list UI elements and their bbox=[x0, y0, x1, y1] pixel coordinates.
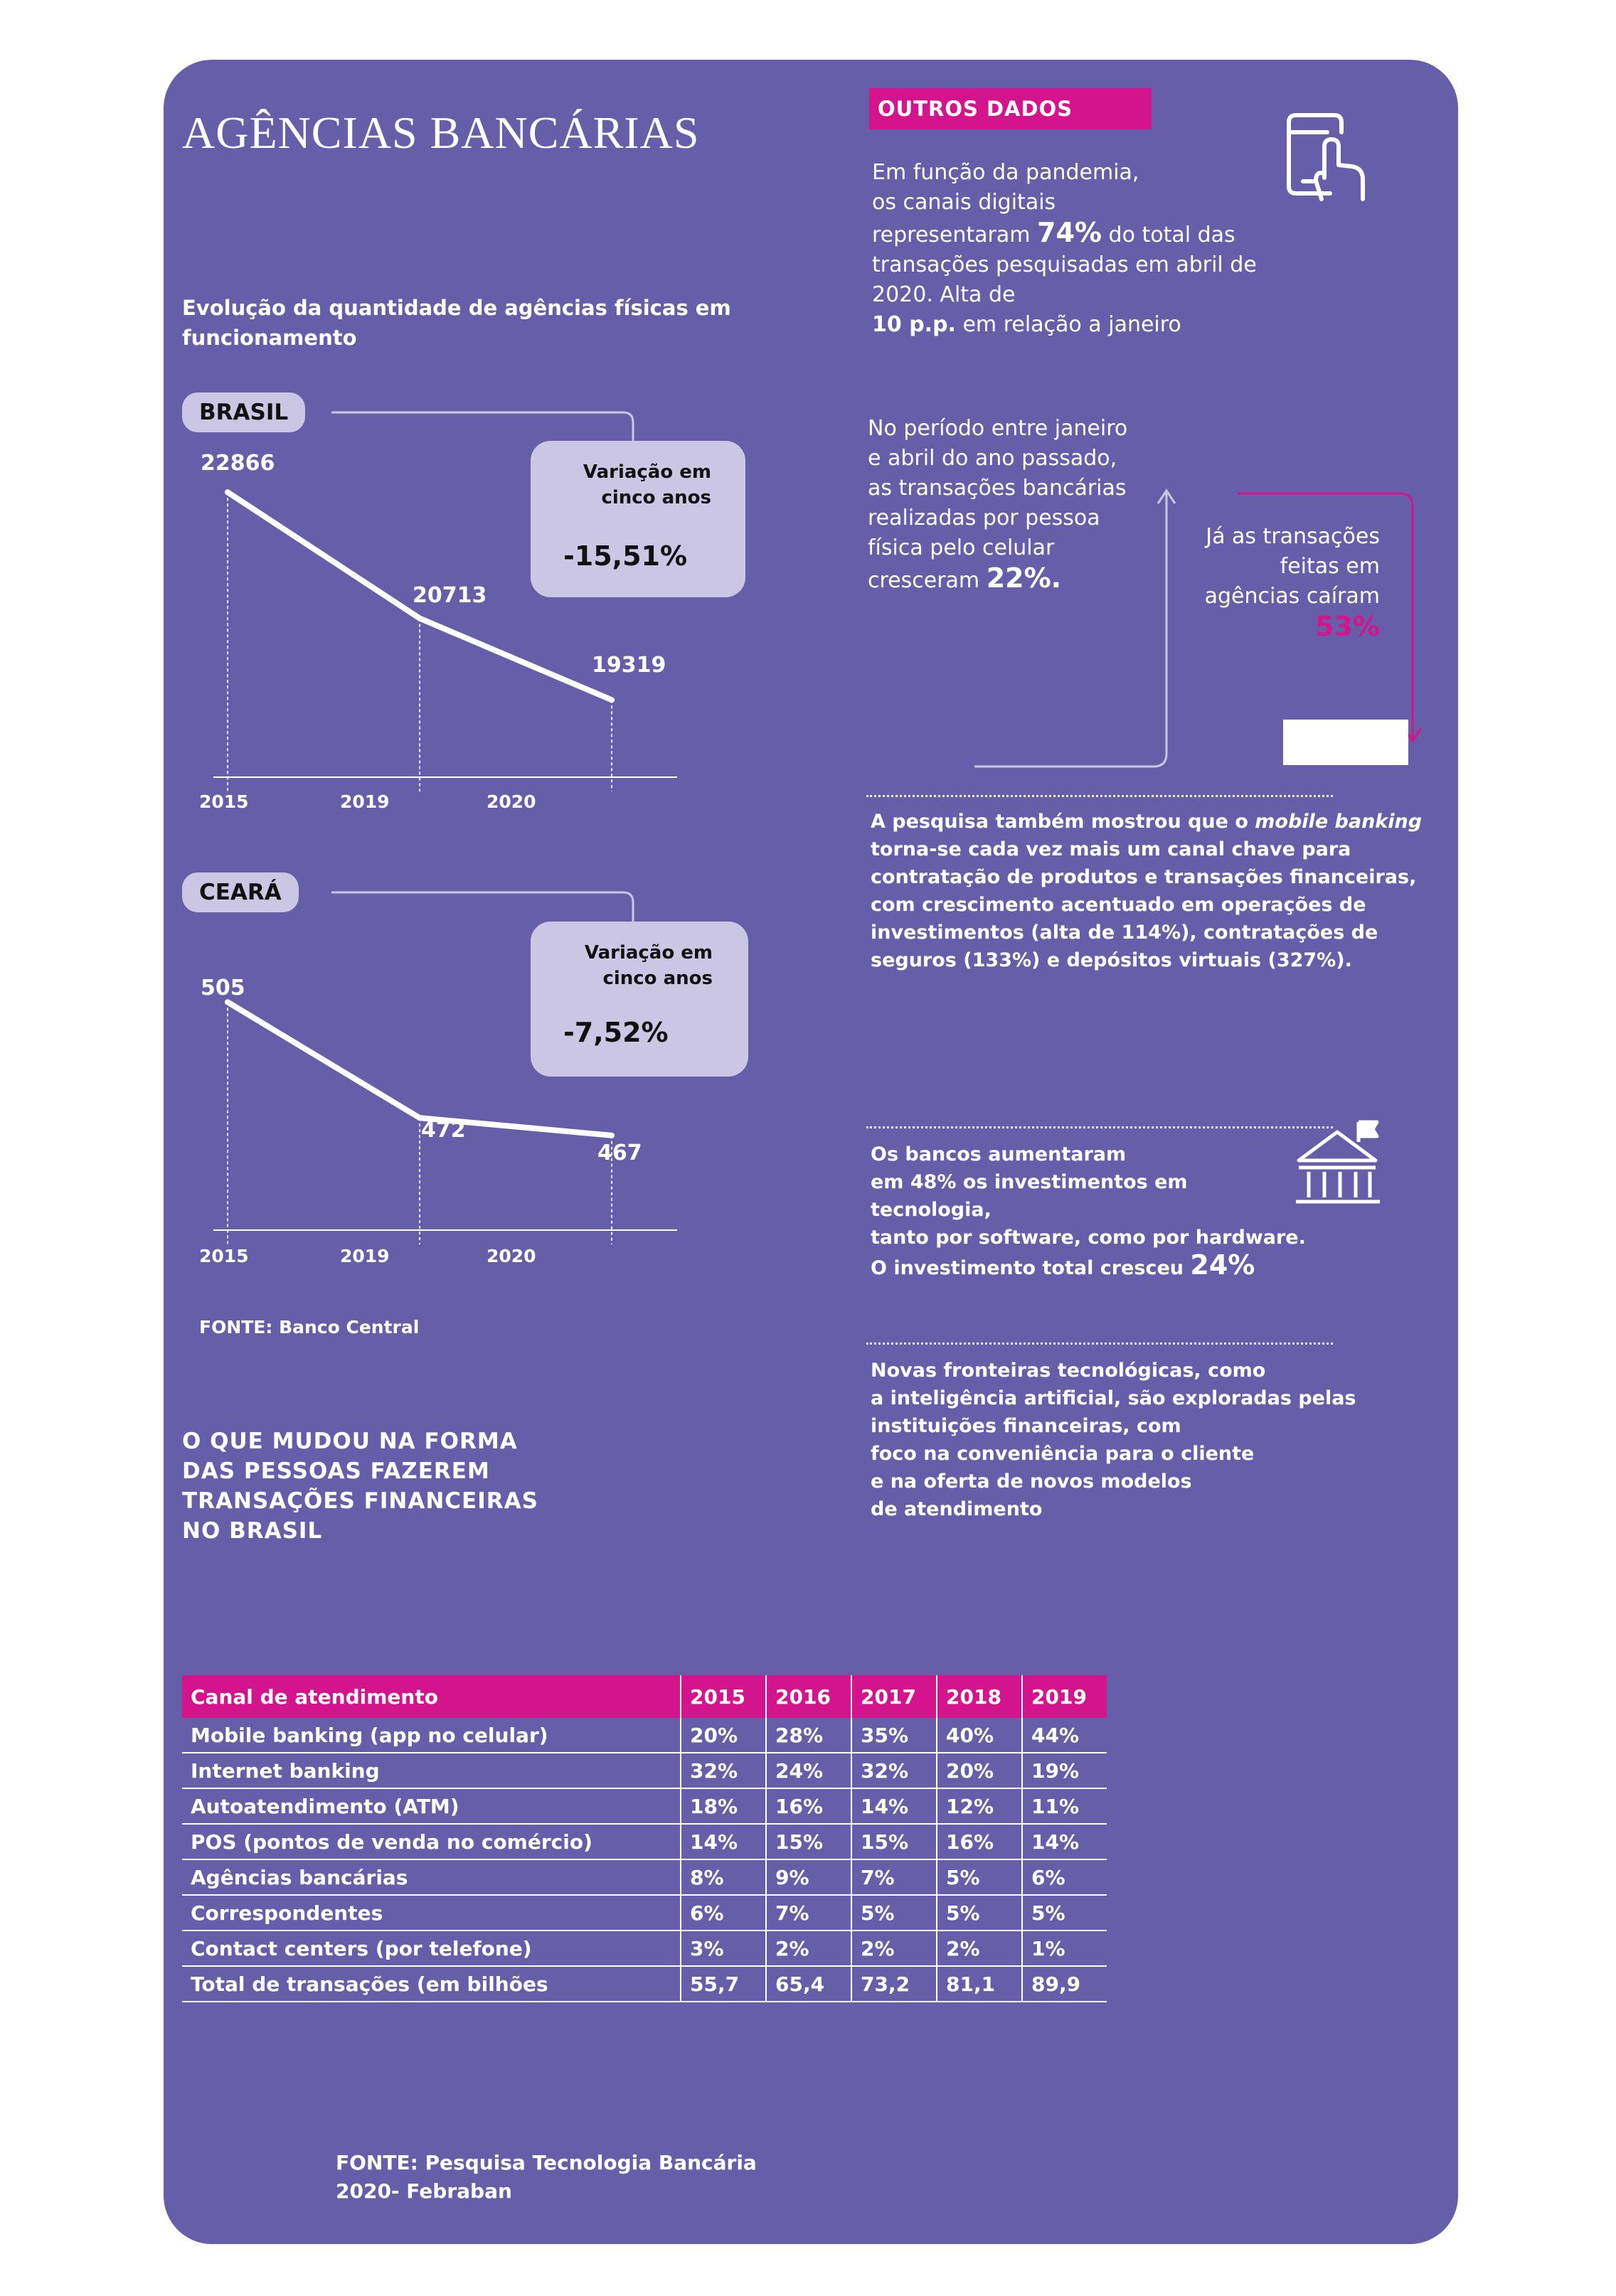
table-cell-value: 44% bbox=[1022, 1718, 1107, 1753]
pandemic-line-3c: do total das bbox=[1102, 223, 1235, 247]
section-heading: O QUE MUDOU NA FORMA DAS PESSOAS FAZEREM TRANSAÇÕES FINANCEIRAS NO BRASIL bbox=[182, 1429, 538, 1544]
table-cell-channel: Correspondentes bbox=[182, 1895, 681, 1931]
nf-line-4: foco na conveniência para o cliente bbox=[871, 1443, 1255, 1465]
inv-line-4 bbox=[871, 1251, 1312, 1282]
table-cell-value: 16% bbox=[766, 1788, 851, 1824]
info-block-mobile-banking bbox=[871, 808, 1425, 974]
growth-line-3: as transações bancárias bbox=[868, 476, 1127, 501]
table-cell-value: 35% bbox=[851, 1718, 937, 1753]
mb-line-4: com crescimento acentuado em operações de bbox=[871, 894, 1366, 916]
table-cell-value: 7% bbox=[766, 1895, 851, 1931]
tick-label-brasil-2019: 2019 bbox=[340, 791, 390, 812]
table-cell-value: 40% bbox=[937, 1718, 1022, 1753]
table-cell-value: 73,2 bbox=[851, 1966, 937, 2002]
divider-3 bbox=[866, 1342, 1333, 1345]
growth-line-5: física pelo celular bbox=[868, 535, 1055, 560]
divider-2 bbox=[866, 1126, 1333, 1128]
source-charts: FONTE: Banco Central bbox=[199, 1317, 420, 1337]
table-row bbox=[182, 1895, 1107, 1931]
table-cell-value: 9% bbox=[766, 1859, 851, 1895]
pandemic-line-6 bbox=[872, 310, 1313, 340]
table-cell-value: 18% bbox=[681, 1788, 766, 1824]
pandemic-line-3 bbox=[872, 218, 1313, 250]
connector-ceara bbox=[331, 892, 633, 922]
page-title: AGÊNCIAS BANCÁRIAS bbox=[182, 107, 700, 158]
value-label-brasil-2020: 19319 bbox=[592, 653, 666, 678]
nf-line-2: a inteligência artificial, são exploradas pelas bbox=[871, 1387, 1356, 1409]
data-point-2015 bbox=[225, 489, 230, 495]
table-cell-value: 15% bbox=[851, 1824, 937, 1859]
data-point-2019 bbox=[417, 616, 422, 621]
drop-highlight-53: 53% bbox=[1315, 611, 1380, 642]
table-cell-channel: Autoatendimento (ATM) bbox=[182, 1788, 681, 1824]
table-row bbox=[182, 1859, 1107, 1895]
tick-label-brasil-2020: 2020 bbox=[487, 791, 536, 812]
tick-label-ceara-2015: 2015 bbox=[199, 1246, 249, 1266]
inv-line-4a: O investimento total cresceu bbox=[871, 1257, 1191, 1279]
variation-label-ceara: Variação em cinco anos bbox=[584, 942, 713, 989]
value-label-ceara-2019: 472 bbox=[421, 1118, 466, 1143]
source-table-line-2: 2020- Febraban bbox=[336, 2179, 512, 2203]
table-cell-value: 89,9 bbox=[1022, 1966, 1107, 2002]
value-label-ceara-2015: 505 bbox=[201, 976, 245, 1000]
table-cell-value: 5% bbox=[851, 1895, 937, 1931]
growth-line-4: realizadas por pessoa bbox=[868, 506, 1100, 530]
divider-1 bbox=[866, 795, 1333, 797]
pandemic-line-1: Em função da pandemia, bbox=[872, 160, 1139, 185]
info-block-new-frontiers bbox=[871, 1357, 1368, 1523]
inv-line-2: em 48% os investimentos em tecnologia, bbox=[871, 1171, 1188, 1221]
table-row bbox=[182, 1788, 1107, 1824]
growth-line-6a: cresceram bbox=[868, 568, 987, 593]
table-cell-channel: Contact centers (por telefone) bbox=[182, 1931, 681, 1966]
table-cell-value: 19% bbox=[1022, 1753, 1107, 1788]
source-table-line-1: FONTE: Pesquisa Tecnologia Bancária bbox=[336, 2151, 757, 2174]
table-cell-value: 5% bbox=[937, 1895, 1022, 1931]
table-row bbox=[182, 1824, 1107, 1859]
table-header-2018: 2018 bbox=[937, 1675, 1022, 1718]
variation-value-ceara: -7,52% bbox=[563, 1017, 669, 1048]
white-bar-graphic bbox=[1283, 720, 1408, 765]
chart-label-brasil: BRASIL bbox=[182, 393, 305, 432]
table-header-channel: Canal de atendimento bbox=[182, 1675, 681, 1718]
data-point-2020 bbox=[609, 697, 615, 703]
table-cell-value: 55,7 bbox=[681, 1966, 766, 2002]
value-label-brasil-2015: 22866 bbox=[201, 451, 275, 476]
nf-line-3: instituições financeiras, com bbox=[871, 1415, 1181, 1437]
table-cell-value: 11% bbox=[1022, 1788, 1107, 1824]
table-cell-value: 14% bbox=[1022, 1824, 1107, 1859]
table-cell-value: 2% bbox=[937, 1931, 1022, 1966]
variation-value-brasil: -15,51% bbox=[563, 540, 688, 572]
inv-highlight-24: 24% bbox=[1190, 1249, 1255, 1281]
drop-line-1: Já as transações bbox=[1206, 524, 1380, 549]
table-cell-value: 6% bbox=[1022, 1859, 1107, 1895]
inv-line-1: Os bancos aumentaram bbox=[871, 1143, 1127, 1165]
nf-line-1: Novas fronteiras tecnológicas, como bbox=[871, 1360, 1266, 1382]
pandemic-line-5: 2020. Alta de bbox=[872, 282, 1016, 307]
channels-table bbox=[182, 1675, 1107, 2002]
tick-label-ceara-2020: 2020 bbox=[487, 1246, 536, 1266]
inv-line-3: tanto por software, como por hardware. bbox=[871, 1227, 1306, 1249]
other-data-tag: OUTROS DADOS bbox=[869, 88, 1152, 129]
pandemic-line-3a: representaram bbox=[872, 223, 1038, 247]
drop-line-3: agências caíram bbox=[1204, 584, 1380, 609]
pandemic-line-2: os canais digitais bbox=[872, 190, 1056, 215]
value-label-brasil-2019: 20713 bbox=[413, 583, 487, 608]
table-cell-value: 65,4 bbox=[766, 1966, 851, 2002]
table-cell-value: 7% bbox=[851, 1859, 937, 1895]
growth-line-2: e abril do ano passado, bbox=[868, 446, 1117, 471]
table-row bbox=[182, 1966, 1107, 2002]
table-cell-value: 32% bbox=[851, 1753, 937, 1788]
connector-brasil bbox=[331, 412, 633, 441]
table-cell-value: 12% bbox=[937, 1788, 1022, 1824]
mb-line-1a: A pesquisa também mostrou que o bbox=[871, 811, 1255, 833]
table-cell-value: 5% bbox=[1022, 1895, 1107, 1931]
table-cell-value: 1% bbox=[1022, 1931, 1107, 1966]
table-row bbox=[182, 1931, 1107, 1966]
variation-label-brasil: Variação em cinco anos bbox=[583, 461, 711, 508]
mb-line-2: torna-se cada vez mais um canal chave para bbox=[871, 838, 1351, 860]
info-block-branch-drop bbox=[1166, 522, 1380, 641]
nf-line-5: e na oferta de novos modelos bbox=[871, 1470, 1192, 1493]
value-label-ceara-2020: 467 bbox=[597, 1141, 642, 1165]
pandemic-line-4: transações pesquisadas em abril de bbox=[872, 252, 1257, 277]
variation-box-ceara bbox=[531, 922, 748, 1077]
table-header-2015: 2015 bbox=[681, 1675, 766, 1718]
table-cell-value: 20% bbox=[937, 1753, 1022, 1788]
table-header-2019: 2019 bbox=[1022, 1675, 1107, 1718]
table-cell-channel: Agências bancárias bbox=[182, 1859, 681, 1895]
table-cell-value: 2% bbox=[766, 1931, 851, 1966]
table-cell-channel: POS (pontos de venda no comércio) bbox=[182, 1824, 681, 1859]
mb-line-5: investimentos (alta de 114%), contratações de bbox=[871, 922, 1378, 944]
info-block-investment bbox=[871, 1141, 1312, 1282]
table-cell-value: 14% bbox=[681, 1824, 766, 1859]
mb-line-1 bbox=[871, 808, 1425, 835]
pandemic-line-6b: em relação a janeiro bbox=[955, 312, 1181, 337]
table-cell-value: 24% bbox=[766, 1753, 851, 1788]
chart-label-ceara: CEARÁ bbox=[182, 872, 299, 912]
mb-line-1b: mobile banking bbox=[1255, 811, 1423, 833]
nf-line-6: de atendimento bbox=[871, 1498, 1043, 1520]
table-cell-value: 32% bbox=[681, 1753, 766, 1788]
table-cell-value: 3% bbox=[681, 1931, 766, 1966]
table-cell-value: 20% bbox=[681, 1718, 766, 1753]
variation-box-brasil bbox=[531, 441, 745, 597]
growth-highlight-22: 22%. bbox=[986, 562, 1062, 594]
mb-line-6: seguros (133%) e depósitos virtuais (327%). bbox=[871, 949, 1352, 971]
table-header-2017: 2017 bbox=[851, 1675, 937, 1718]
table-cell-channel: Total de transações (em bilhões bbox=[182, 1966, 681, 2002]
table-cell-value: 16% bbox=[937, 1824, 1022, 1859]
table-row bbox=[182, 1753, 1107, 1788]
table-cell-value: 5% bbox=[937, 1859, 1022, 1895]
table-header-row bbox=[182, 1675, 1107, 1718]
table-row bbox=[182, 1718, 1107, 1753]
drop-line-2: feitas em bbox=[1280, 554, 1380, 579]
pandemic-highlight-10pp: 10 p.p. bbox=[872, 312, 956, 337]
info-block-mobile-growth bbox=[868, 414, 1166, 596]
mb-line-3: contratação de produtos e transações financeiras, bbox=[871, 866, 1417, 888]
table-cell-value: 6% bbox=[681, 1895, 766, 1931]
table-header-2016: 2016 bbox=[766, 1675, 851, 1718]
info-block-pandemic bbox=[872, 158, 1313, 340]
growth-line-6 bbox=[868, 563, 1166, 596]
table-cell-value: 14% bbox=[851, 1788, 937, 1824]
table-cell-channel: Internet banking bbox=[182, 1753, 681, 1788]
source-table bbox=[336, 2149, 757, 2206]
table-cell-value: 81,1 bbox=[937, 1966, 1022, 2002]
charts-subtitle: Evolução da quantidade de agências físicas em funcionamento bbox=[182, 296, 731, 350]
table-cell-value: 2% bbox=[851, 1931, 937, 1966]
table-cell-value: 28% bbox=[766, 1718, 851, 1753]
growth-line-1: No período entre janeiro bbox=[868, 416, 1128, 441]
tick-label-ceara-2019: 2019 bbox=[340, 1246, 390, 1266]
tick-label-brasil-2015: 2015 bbox=[199, 791, 249, 812]
table-cell-value: 8% bbox=[681, 1859, 766, 1895]
pandemic-highlight-74: 74% bbox=[1037, 217, 1102, 248]
table-cell-value: 15% bbox=[766, 1824, 851, 1859]
data-point-2020 bbox=[609, 1133, 615, 1138]
table-cell-channel: Mobile banking (app no celular) bbox=[182, 1718, 681, 1753]
